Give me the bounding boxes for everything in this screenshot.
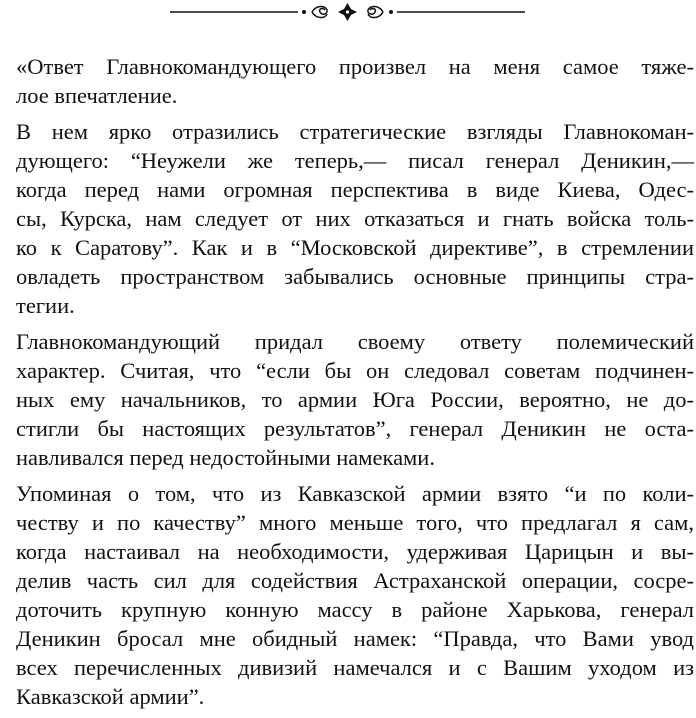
text-line: сы, Курска, нам следует от них отказаться и гнать войска толь- [16,206,694,231]
paragraph-3 [2,327,694,472]
text-line: когда перед нами огромная перспектива в виде Киева, Одес- [16,177,694,202]
text-line: стигли бы настоящих результатов”, генерал Деникин не оста- [16,416,694,441]
text-line: Упоминая о том, что из Кавказской армии взято “и по коли- [16,481,694,506]
text-line: «Ответ Главнокомандующего произвел на меня самое тяже- [16,54,694,79]
paragraph-4 [2,479,694,711]
text-line: всех перечисленных дивизий намечался и с Вашим уходом из [16,655,694,680]
text-line: овладеть пространством забывались основные принципы стра- [16,264,694,289]
ornamental-divider [170,2,525,22]
text-line: Деникин бросал мне обидный намек: “Правда, что Вами увод [16,626,694,651]
text-line: доточить крупную конную массу в районе Харькова, генерал [16,597,694,622]
text-line: ных ему начальников, то армии Юга России, вероятно, не до- [16,387,694,412]
text-line: дующего: “Неужели же теперь,— писал генерал Деникин,— [16,148,694,173]
text-line: делив часть сил для содействия Астраханской операции, сосре- [16,568,694,593]
text-line: лое впечатление. [16,83,178,108]
text-line: ко к Саратову”. Как и в “Московской директиве”, в стремлении [16,235,694,260]
document-body [2,52,694,718]
text-line: честву и по качеству” много меньше того, что предлагал я сам, [16,510,694,535]
text-line: характер. Считая, что “если бы он следовал советам подчинен- [16,358,694,383]
text-line: В нем ярко отразились стратегические взгляды Главнокоман- [16,119,694,144]
text-line: Кавказской армии”. [16,684,205,709]
paragraph-2 [2,117,694,320]
paragraph-1 [2,52,694,110]
text-line: когда настаивал на необходимости, удерживая Царицын и вы- [16,539,694,564]
text-line: Главнокомандующий придал своему ответу полемический [16,329,694,354]
text-line: тегии. [16,293,75,318]
text-line: навливался перед недостойными намеками. [16,445,435,470]
